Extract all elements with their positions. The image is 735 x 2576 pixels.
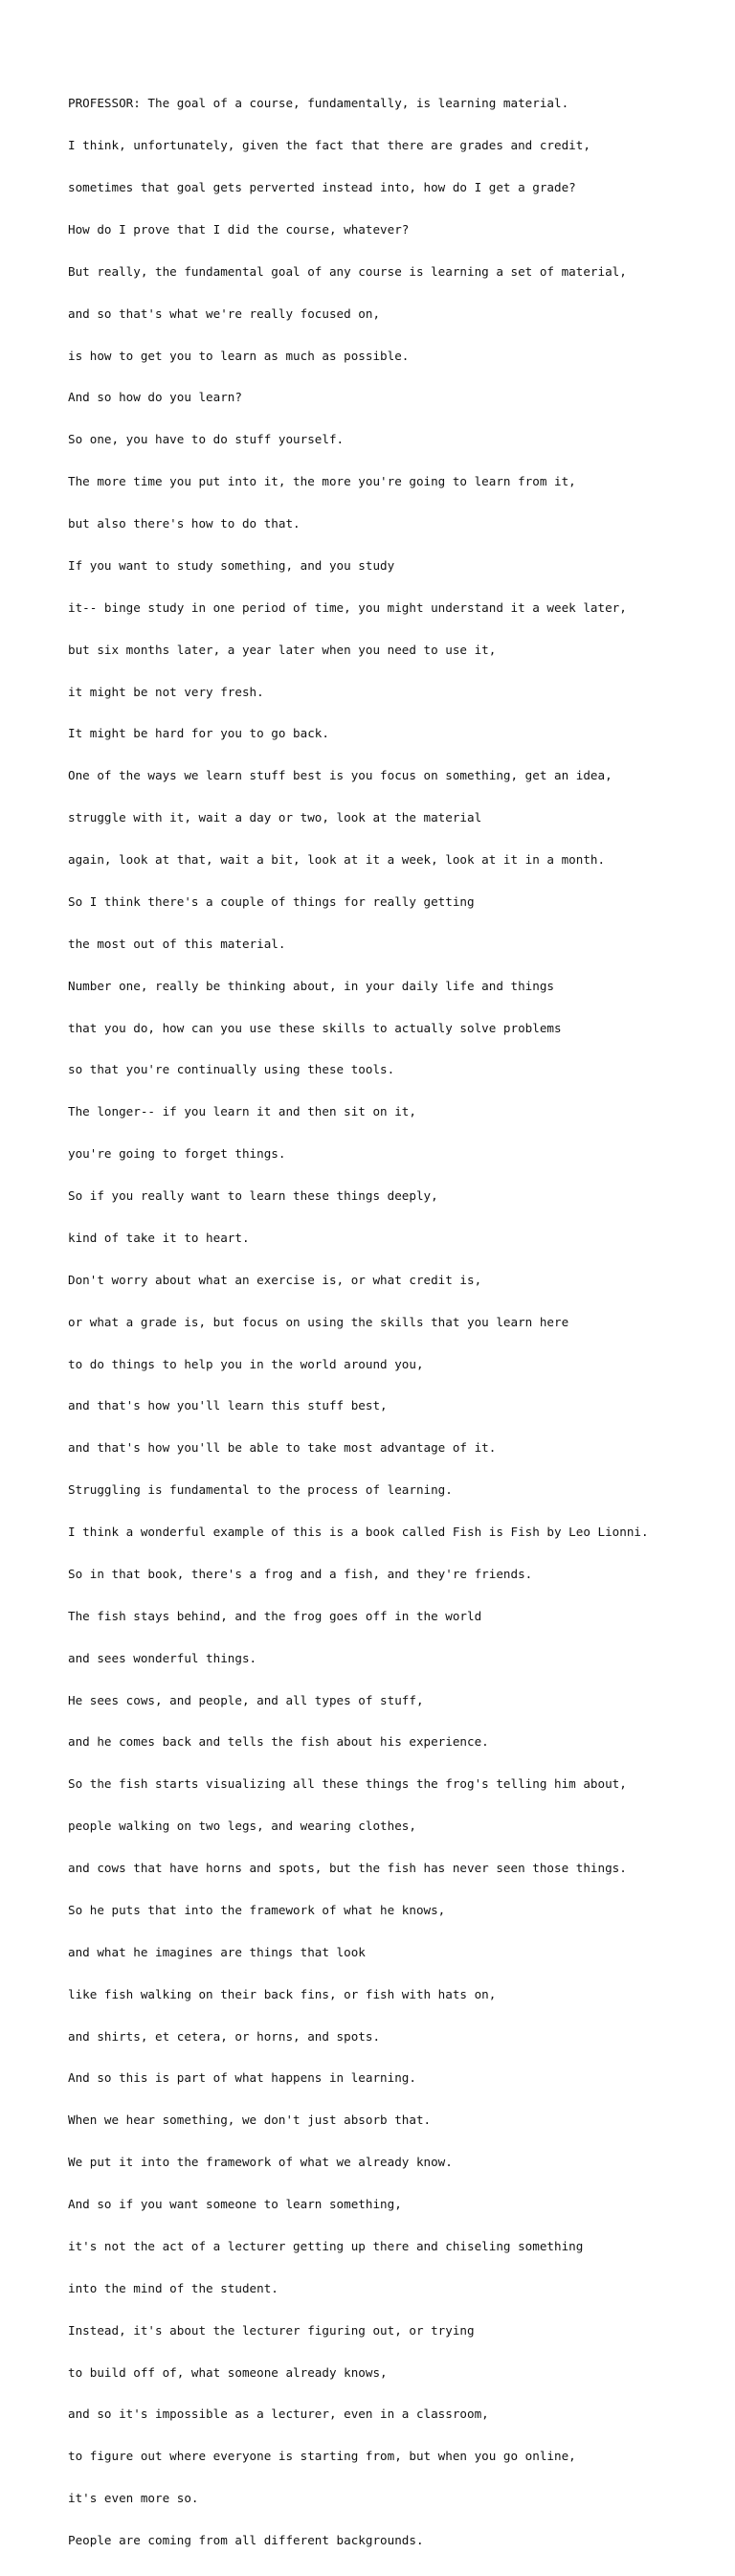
transcript-line: When we hear something, we don't just absorb that. bbox=[68, 2113, 432, 2128]
transcript-line: Instead, it's about the lecturer figuring out, or trying bbox=[68, 2322, 475, 2338]
transcript-line: it might be not very fresh. bbox=[68, 684, 264, 699]
transcript-line: The fish stays behind, and the frog goes off in the world bbox=[68, 1608, 482, 1623]
transcript-line: I think, unfortunately, given the fact that there are grades and credit, bbox=[68, 138, 590, 153]
transcript-line: and what he imagines are things that look bbox=[68, 1944, 366, 1959]
transcript-line: but also there's how to do that. bbox=[68, 516, 301, 531]
transcript-line: and that's how you'll be able to take most advantage of it. bbox=[68, 1440, 497, 1456]
transcript-line: into the mind of the student. bbox=[68, 2280, 278, 2295]
transcript-line: And so if you want someone to learn something, bbox=[68, 2197, 402, 2211]
transcript-line: The longer-- if you learn it and then sit on it, bbox=[68, 1104, 416, 1119]
transcript-line: to do things to help you in the world around you, bbox=[68, 1356, 424, 1371]
transcript-line: that you do, how can you use these skills to actually solve problems bbox=[68, 1020, 562, 1035]
transcript-line: and so that's what we're really focused on, bbox=[68, 305, 381, 321]
transcript-line: How do I prove that I did the course, whatever? bbox=[68, 221, 410, 237]
transcript-line: We put it into the framework of what we already know. bbox=[68, 2155, 453, 2170]
transcript-line: Number one, really be thinking about, in your daily life and things bbox=[68, 978, 554, 993]
transcript-line: One of the ways we learn stuff best is you focus on something, get an idea, bbox=[68, 768, 612, 783]
transcript-line: People are coming from all different backgrounds. bbox=[68, 2533, 424, 2547]
transcript-line: And so how do you learn? bbox=[68, 390, 242, 405]
transcript-line: and that's how you'll learn this stuff best, bbox=[68, 1398, 388, 1413]
transcript-line: But really, the fundamental goal of any course is learning a set of material, bbox=[68, 263, 627, 279]
transcript-line: So in that book, there's a frog and a fish, and they're friends. bbox=[68, 1566, 533, 1581]
transcript-line: people walking on two legs, and wearing clothes, bbox=[68, 1819, 416, 1834]
transcript-line: So I think there's a couple of things for really getting bbox=[68, 893, 475, 909]
transcript-line: And so this is part of what happens in learning. bbox=[68, 2070, 416, 2086]
transcript-line: sometimes that goal gets perverted instead into, how do I get a grade? bbox=[68, 180, 576, 194]
transcript-line: It might be hard for you to go back. bbox=[68, 726, 329, 741]
transcript-line: If you want to study something, and you study bbox=[68, 557, 395, 573]
transcript-line: kind of take it to heart. bbox=[68, 1230, 250, 1245]
transcript-line: So the fish starts visualizing all these things the frog's telling him about, bbox=[68, 1776, 627, 1792]
transcript-line: So one, you have to do stuff yourself. bbox=[68, 432, 345, 447]
transcript-line: So if you really want to learn these things deeply, bbox=[68, 1188, 438, 1203]
transcript-line: like fish walking on their back fins, or fish with hats on, bbox=[68, 1986, 497, 2001]
transcript-line: you're going to forget things. bbox=[68, 1146, 286, 1162]
transcript-line: and shirts, et cetera, or horns, and spots. bbox=[68, 2028, 381, 2044]
transcript-line: and so it's impossible as a lecturer, even in a classroom, bbox=[68, 2407, 489, 2422]
transcript-line: so that you're continually using these tools. bbox=[68, 1062, 395, 1077]
transcript-text bbox=[68, 69, 728, 2576]
transcript-line: it's even more so. bbox=[68, 2491, 199, 2506]
transcript-line: but six months later, a year later when you need to use it, bbox=[68, 642, 497, 657]
transcript-line: is how to get you to learn as much as possible. bbox=[68, 348, 410, 363]
transcript-line: He sees cows, and people, and all types of stuff, bbox=[68, 1692, 424, 1707]
transcript-line: The more time you put into it, the more you're going to learn from it, bbox=[68, 474, 576, 489]
transcript-line: and he comes back and tells the fish about his experience. bbox=[68, 1734, 489, 1750]
transcript-line: Don't worry about what an exercise is, or what credit is, bbox=[68, 1272, 482, 1287]
transcript-line: again, look at that, wait a bit, look at it a week, look at it in a month. bbox=[68, 852, 606, 867]
transcript-line: or what a grade is, but focus on using the skills that you learn here bbox=[68, 1314, 569, 1329]
transcript-line: the most out of this material. bbox=[68, 936, 286, 951]
transcript-line: and cows that have horns and spots, but the fish has never seen those things. bbox=[68, 1861, 627, 1875]
transcript-line: to build off of, what someone already knows, bbox=[68, 2364, 388, 2380]
transcript-line: struggle with it, wait a day or two, look at the material bbox=[68, 810, 482, 825]
transcript-line: So he puts that into the framework of what he knows, bbox=[68, 1902, 446, 1917]
transcript-line: and sees wonderful things. bbox=[68, 1650, 257, 1665]
transcript-line: PROFESSOR: The goal of a course, fundamentally, is learning material. bbox=[68, 96, 569, 111]
transcript-line: to figure out where everyone is starting from, but when you go online, bbox=[68, 2449, 576, 2464]
transcript-line: I think a wonderful example of this is a book called Fish is Fish by Leo Lionni. bbox=[68, 1525, 649, 1539]
transcript-line: Struggling is fundamental to the process of learning. bbox=[68, 1482, 453, 1498]
transcript-line: it-- binge study in one period of time, you might understand it a week later, bbox=[68, 599, 627, 615]
transcript-line: it's not the act of a lecturer getting up there and chiseling something bbox=[68, 2238, 584, 2253]
